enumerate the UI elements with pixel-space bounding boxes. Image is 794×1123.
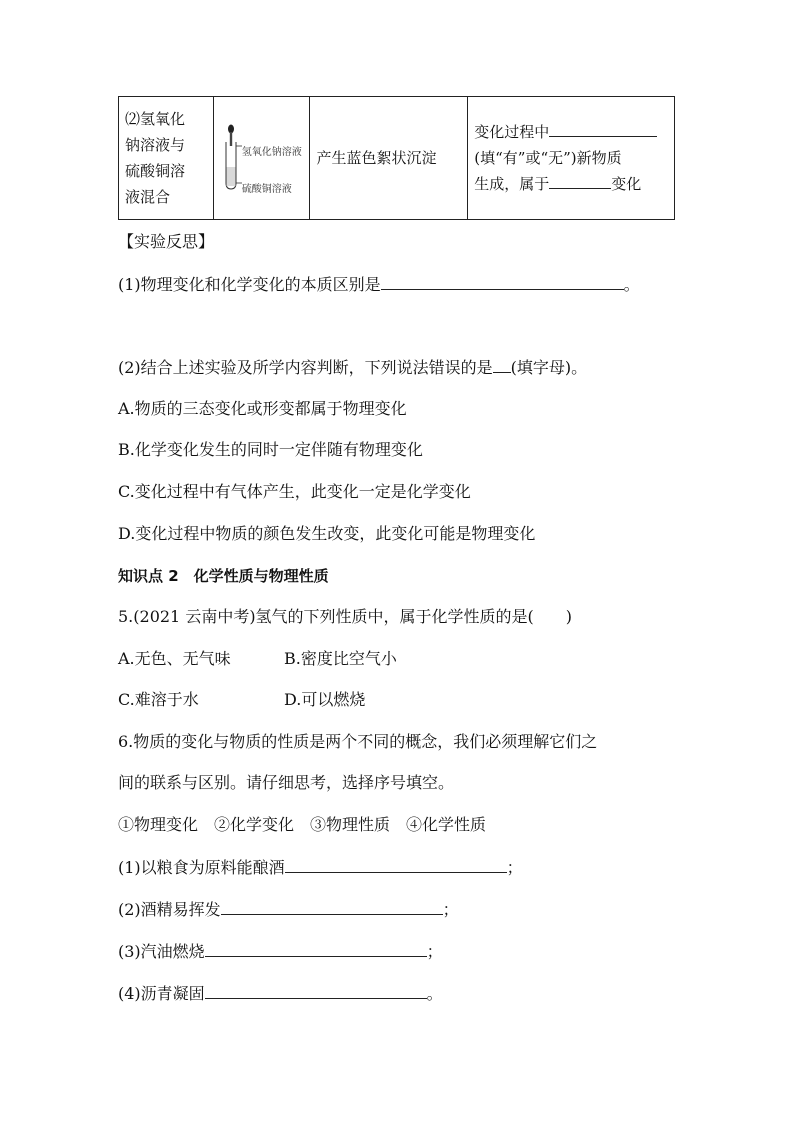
answer-blank[interactable] (493, 356, 511, 373)
experiment-name-line: ⑵氢氧化 (125, 110, 186, 128)
reflection-q1 (118, 273, 640, 296)
apparatus-figure (214, 97, 308, 219)
option-c: C.变化过程中有气体产生，此变化一定是化学变化 (118, 482, 471, 501)
item-text: (2)酒精易挥发 (118, 900, 221, 919)
answer-blank[interactable] (549, 172, 611, 189)
question-text: (填字母)。 (510, 358, 588, 377)
conclusion-cell (468, 97, 675, 220)
answer-blank[interactable] (205, 940, 427, 957)
punctuation: 。 (623, 275, 640, 294)
answer-blank[interactable] (205, 982, 427, 999)
option-a: A.无色、无气味 (118, 649, 231, 668)
reflection-heading: 【实验反思】 (118, 232, 215, 251)
question-5-stem: 5.(2021 云南中考)氢气的下列性质中，属于化学性质的是( ) (118, 607, 573, 626)
answer-blank[interactable] (285, 856, 507, 873)
conclusion-text: 变化 (611, 175, 642, 193)
answer-blank[interactable] (221, 898, 443, 915)
label-cuso4-solution: 硫酸铜溶液 (241, 184, 292, 195)
question-6-stem-line1: 6.物质的变化与物质的性质是两个不同的概念，我们必须理解它们之 (118, 732, 598, 751)
punctuation: 。 (426, 984, 443, 1003)
conclusion-text: 生成，属于 (474, 175, 550, 193)
punctuation: ； (506, 858, 523, 877)
punctuation: ； (426, 942, 443, 961)
phenomenon-cell: 产生蓝色絮状沉淀 (310, 97, 468, 220)
experiment-name-line: 硫酸铜溶 (125, 162, 186, 180)
question-text: (2)结合上述实验及所学内容判断，下列说法错误的是 (118, 358, 493, 377)
option-d: D.变化过程中物质的颜色发生改变，此变化可能是物理变化 (118, 524, 536, 543)
question-text: (1)物理变化和化学变化的本质区别是 (118, 275, 381, 294)
experiment-name-line: 钠溶液与 (125, 136, 186, 154)
question-6-item-1 (118, 856, 523, 879)
experiment-table (118, 96, 675, 220)
experiment-name-line: 液混合 (125, 188, 171, 206)
option-d: D.可以燃烧 (284, 690, 366, 709)
question-6-item-3 (118, 940, 443, 963)
item-text: (1)以粮食为原料能酿酒 (118, 858, 285, 877)
question-6-item-2 (118, 898, 459, 921)
conclusion-text: 变化过程中 (474, 123, 550, 141)
apparatus-cell (213, 97, 310, 220)
option-a: A.物质的三态变化或形变都属于物理变化 (118, 399, 407, 418)
option-b: B.密度比空气小 (284, 649, 397, 668)
question-6-choices: ①物理变化 ②化学变化 ③物理性质 ④化学性质 (118, 815, 487, 834)
experiment-name-cell (119, 97, 214, 220)
question-6-item-4 (118, 982, 443, 1005)
question-6-stem-line2: 间的联系与区别。请仔细思考，选择序号填空。 (118, 773, 455, 792)
question-5-options-row2 (118, 689, 365, 711)
conclusion-line-1 (474, 119, 668, 145)
conclusion-line-2: (填“有”或“无”)新物质 (474, 149, 622, 167)
table-row (119, 97, 675, 220)
answer-blank[interactable] (549, 120, 657, 137)
item-text: (4)沥青凝固 (118, 984, 205, 1003)
item-text: (3)汽油燃烧 (118, 942, 205, 961)
section-title: 知识点 2 化学性质与物理性质 (118, 567, 329, 585)
conclusion-line-3 (474, 171, 668, 197)
label-naoh-solution: 氢氧化钠溶液 (241, 147, 302, 158)
answer-blank[interactable] (381, 273, 624, 290)
option-b: B.化学变化发生的同时一定伴随有物理变化 (118, 440, 423, 459)
option-c: C.难溶于水 (118, 690, 199, 709)
reflection-q2 (118, 356, 587, 379)
punctuation: ； (442, 900, 459, 919)
question-5-options-row1 (118, 648, 397, 670)
